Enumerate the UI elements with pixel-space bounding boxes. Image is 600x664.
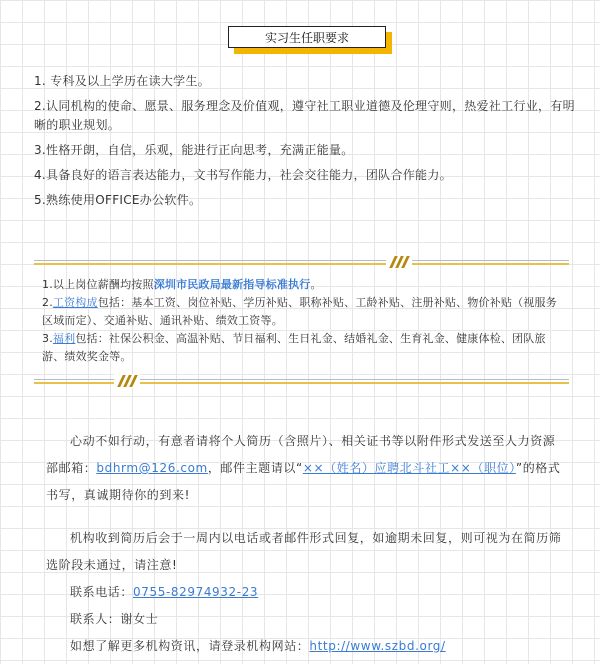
requirement-item: 3.性格开朗，自信，乐观，能进行正向思考，充满正能量。	[34, 143, 354, 157]
contact-person: 谢女士	[120, 612, 159, 626]
top-divider	[34, 255, 569, 269]
slash-marks-icon	[114, 374, 140, 388]
salary-line-2: 2.工资构成包括：基本工资、岗位补贴、学历补贴、职称补贴、工龄补贴、注册补贴、物价补贴（视服务区域而定）、交通补贴、通讯补贴、绩效工资等。	[42, 296, 557, 327]
email-subject: ××（姓名）应聘北斗社工××（职位）	[302, 461, 516, 475]
section-title	[228, 26, 386, 48]
phone-line: 联系电话：0755-82974932-23	[70, 585, 259, 599]
requirement-item: 1. 专科及以上学历在读大学生。	[34, 74, 211, 88]
website-link[interactable]: http://www.szbd.org/	[309, 639, 446, 653]
bottom-divider	[34, 374, 569, 388]
salary-notes	[42, 276, 562, 366]
requirement-item: 2.认同机构的使命、愿景、服务理念及价值观，遵守社工职业道德及伦理守则，热爱社工行业，有明晰的职业规划。	[34, 99, 575, 132]
salary-structure-link[interactable]: 工资构成	[52, 296, 98, 309]
salary-line-3: 3.福利包括：社保公积金、高温补贴、节日福利、生日礼金、结婚礼金、生育礼金、健康体检、团队旅游、绩效奖金等。	[42, 332, 546, 363]
requirement-item: 4.具备良好的语言表达能力，文书写作能力，社会交往能力，团队合作能力。	[34, 168, 452, 182]
requirements-list	[34, 72, 579, 216]
section-title-text: 实习生任职要求	[228, 26, 386, 48]
requirement-item: 5.熟练使用OFFICE办公软件。	[34, 193, 202, 207]
benefits-link[interactable]: 福利	[52, 332, 76, 345]
phone-link[interactable]: 0755-82974932-23	[133, 585, 259, 599]
salary-line-1: 1.以上岗位薪酬均按照深圳市民政局最新指导标准执行。	[42, 278, 322, 291]
contact-person-line: 联系人：谢女士	[70, 612, 159, 626]
contact-section	[46, 428, 566, 660]
apply-paragraph: 心动不如行动，有意者请将个人简历（含照片）、相关证书等以附件形式发送至人力资源部邮箱：bdhrm@126.com，邮件主题请以“××（姓名）应聘北斗社工××（职位）”的格式书写，真诚期待你的到来!	[46, 434, 561, 502]
website-line: 如想了解更多机构资讯，请登录机构网站：http://www.szbd.org/	[70, 639, 446, 653]
slash-marks-icon	[386, 255, 412, 269]
reply-paragraph: 机构收到简历后会于一周内以电话或者邮件形式回复，如逾期未回复，则可视为在简历筛选阶段未通过，请注意!	[46, 531, 562, 572]
salary-standard-link[interactable]: 深圳市民政局最新指导标准执行	[153, 278, 311, 291]
email-link[interactable]: bdhrm@126.com	[96, 461, 208, 475]
